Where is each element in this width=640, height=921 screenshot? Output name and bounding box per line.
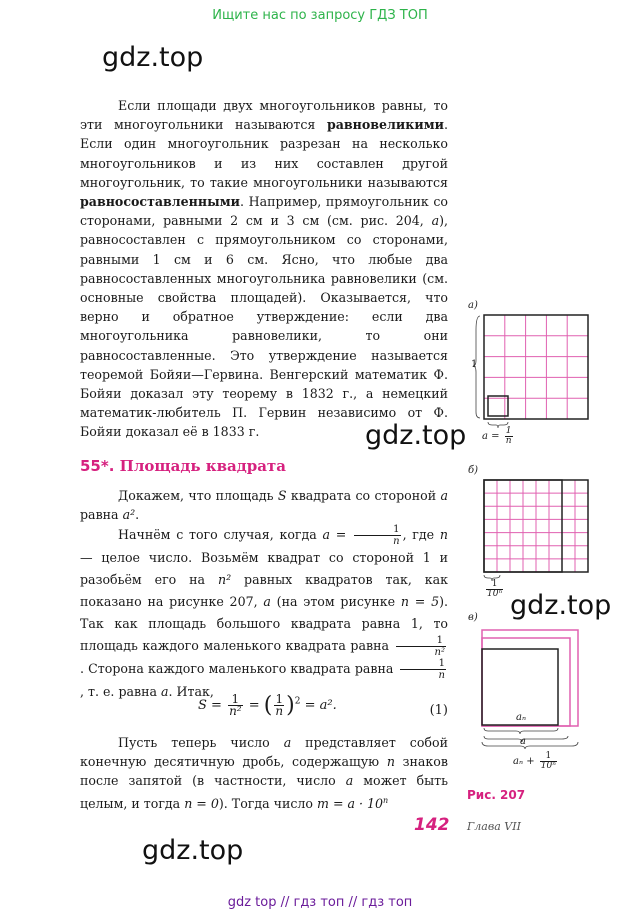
page-number: 142: [414, 815, 450, 835]
grid-b: [484, 480, 588, 572]
brace-an: [484, 728, 558, 734]
figure-caption: Рис. 207: [467, 788, 526, 802]
an-plus-label: aₙ + $\frac{1}{\text{10ⁿ}}$: [513, 751, 556, 771]
fraction-10n-label: $\frac{1}{\text{10ⁿ}}$: [487, 579, 503, 599]
figure-label-b: б): [468, 465, 479, 476]
big-square-a: [484, 315, 588, 419]
brace-a: [484, 736, 568, 742]
figure-label-c: в): [468, 612, 478, 623]
footer-links: gdz top // гдз топ // гдз топ: [227, 895, 413, 910]
fraction-1-n2: $\frac{1}{\text{n²}}$: [396, 635, 446, 658]
an-label-upper: aₙ: [516, 712, 527, 723]
term-equal-area: равновеликими: [326, 117, 444, 133]
section-heading: 55*. Площадь квадрата: [80, 457, 286, 475]
figure-label-a: а): [468, 300, 478, 311]
paragraph-decimal: Пусть теперь число a представляет собой конечную десятичную дробь, содержащую n знаков после запятой (в частности, число a может быть целым, и тогда n = 0). Тогда число $m = a \cdot 10^n$: [80, 735, 448, 811]
watermark-right: gdz.top: [510, 590, 612, 621]
watermark-middle: gdz.top: [365, 420, 467, 451]
a-label: a: [520, 736, 526, 747]
outer-square-c: [482, 630, 578, 726]
side-one-label: 1: [471, 359, 478, 370]
paragraph-equal-area: Если площади двух многоугольников равны, то эти многоугольники называются равновеликими. Если один многоугольник разрезан на несколько многоугольников и из них составлен другой многоугольник, то такие многоугольники называются равносоставленными. Например, прямоугольник со сторонами, равными 2 см и 3 см (см. рис. 204, а), равносоставлен с прямоугольником со сторонами, равными 1 см и 6 см. Ясно, что любые два равносоставленных многоугольника равновелики (см. основные свойства площадей). Оказывается, что верно и обратное утверждение: если два многоугольника равновелики, то они равносоставленные. Это утверждение называется теоремой Бойяи—Гервина. Венгерский математик Ф. Бойяи доказал эту теорему в 1832 г., а немецкий математик-любитель П. Гервин независимо от Ф. Бойяи доказал её в 1833 г.: [80, 98, 448, 440]
fraction-1-n: $\frac{1}{n}$: [354, 524, 400, 547]
term-equidecomposable: равносоставленными: [80, 194, 241, 210]
chapter-label: Глава VII: [467, 820, 521, 833]
top-banner: Ищите нас по запросу ГДЗ ТОП: [212, 8, 428, 23]
fraction-1-n-b: $\frac{1}{n}$: [400, 658, 446, 681]
watermark-bottom: gdz.top: [142, 835, 244, 866]
figure-207b: [470, 475, 600, 585]
grid-a: [484, 315, 588, 419]
formula-number: (1): [429, 703, 448, 718]
paragraph-proof: Докажем, что площадь S квадрата со стороной a равна a². Начнём с того случая, когда a = $\frac{1}{n}$ , где n — целое число. Возьмём квадрат со стороной 1 и разобьём его на n² равных квадратов так, как показано на рисунке 207, a (на этом рисунке n = 5). Так как площадь большого квадрата равна 1, то площадь каждого маленького квадрата равна $\frac{1}{\text{n²}}$ . Сторона каждого маленького квадрата равна $\frac{1}{n}$ , т. е. равна a. Итак,: [80, 488, 449, 700]
watermark-top: gdz.top: [102, 42, 204, 73]
a-equals-label: a = $\frac{1}{n}$: [482, 426, 512, 446]
brace-an-plus: [482, 742, 578, 749]
